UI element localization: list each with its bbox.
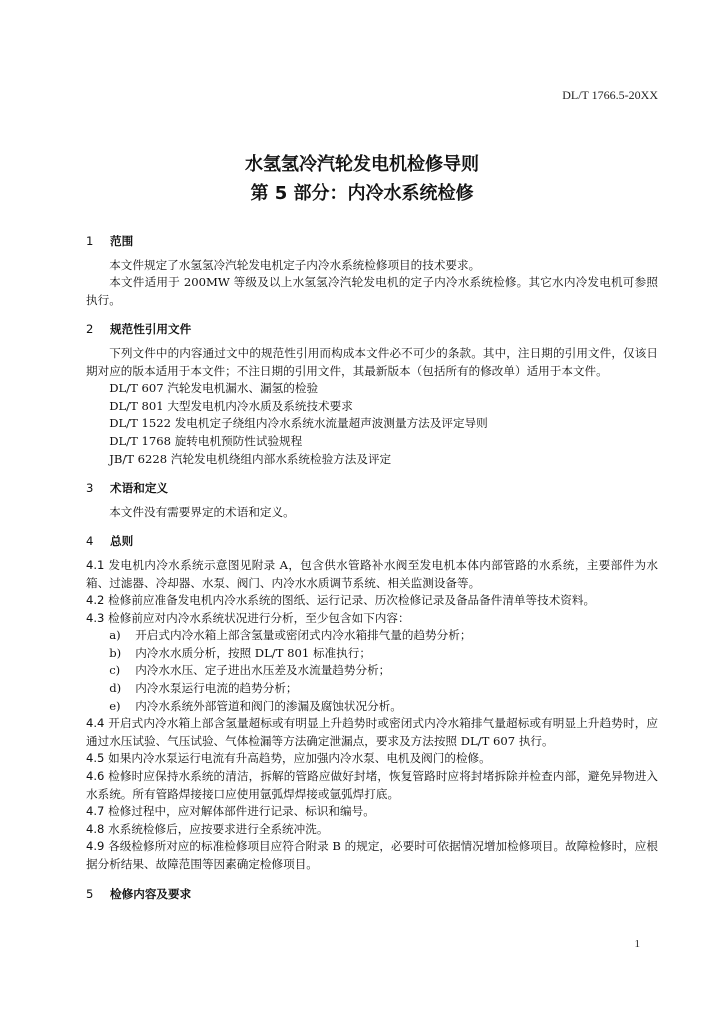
list-item-label: d) — [109, 681, 122, 696]
reference-item: JB/T 6228 汽轮发电机绕组内部水系统检验方法及评定 — [109, 451, 392, 466]
document-title: 水氢氢冷汽轮发电机检修导则 — [245, 154, 479, 175]
section-heading-3 — [86, 480, 658, 498]
section-heading-2 — [86, 321, 658, 339]
paragraph: 本文件适用于 200MW 等级及以上水氢氢冷汽轮发电机的定子内冷水系统检修。其它水内冷发电机可参照执行。 — [86, 275, 658, 307]
list-item-text: 内冷水泵运行电流的趋势分析； — [135, 681, 298, 696]
clause-number: 4.9 — [86, 839, 105, 854]
list-item — [86, 698, 658, 716]
list-item-text: 开启式内冷水箱上部含氢量或密闭式内冷水箱排气量的趋势分析； — [135, 628, 472, 643]
clause-4-1 — [86, 557, 658, 592]
document-subtitle: 第 5 部分：内冷水系统检修 — [250, 183, 474, 204]
page-number: 1 — [634, 938, 640, 950]
list-item — [86, 680, 658, 698]
clause-4-4 — [86, 715, 658, 750]
section-number: 3 — [86, 481, 94, 496]
list-item-label: a) — [109, 628, 121, 643]
clause-text: 各级检修所对应的标准检修项目应符合附录 B 的规定，必要时可依据情况增加检修项目。故障检修时，应根据分析结果、故障范围等因素确定检修项目。 — [86, 839, 658, 871]
clause-number: 4.5 — [86, 751, 105, 766]
section-title: 规范性引用文件 — [110, 322, 192, 337]
section-heading-4 — [86, 533, 658, 551]
clause-4-8 — [86, 821, 658, 839]
reference-item: DL/T 1522 发电机定子绕组内冷水系统水流量超声波测量方法及评定导则 — [109, 416, 488, 431]
document-code: DL/T 1766.5-20XX — [562, 88, 658, 102]
clause-4-5 — [86, 750, 658, 768]
list-item-label: e) — [109, 698, 121, 713]
list-item-text: 内冷水水压、定子进出水压差及水流量趋势分析； — [135, 663, 391, 678]
list-item — [86, 662, 658, 680]
clause-text: 水系统检修后，应按要求进行全系统冲洗。 — [108, 821, 329, 836]
clause-number: 4.6 — [86, 769, 105, 784]
clause-4-9 — [86, 838, 658, 873]
clause-number: 4.4 — [86, 716, 105, 731]
reference-item: DL/T 801 大型发电机内冷水质及系统技术要求 — [109, 398, 353, 413]
reference-item: DL/T 1768 旋转电机预防性试验规程 — [109, 433, 303, 448]
clause-4-6 — [86, 768, 658, 803]
section-title: 总则 — [110, 534, 134, 549]
list-item — [86, 627, 658, 645]
document-body — [86, 233, 658, 909]
section-title: 术语和定义 — [110, 481, 169, 496]
section-number: 4 — [86, 534, 94, 549]
clause-4-3 — [86, 610, 658, 628]
clause-text: 检修时应保持水系统的清洁，拆解的管路应做好封堵，恢复管路时应将封堵拆除并检查内部，避免异物进入水系统。所有管路焊接接口应使用氩弧焊焊接或氩弧焊打底。 — [86, 769, 658, 801]
section-number: 2 — [86, 322, 94, 337]
clause-4-2 — [86, 592, 658, 610]
clause-text: 开启式内冷水箱上部含氢量超标或有明显上升趋势时或密闭式内冷水箱排气量超标或有明显上升趋势时，应通过水压试验、气压试验、气体检漏等方法确定泄漏点，要求及方法按照 DL/T 607 执行。 — [86, 716, 658, 748]
section-heading-1 — [86, 233, 658, 251]
clause-number: 4.8 — [86, 821, 105, 836]
paragraph: 本文件没有需要界定的术语和定义。 — [109, 504, 295, 519]
clause-text: 检修过程中，应对解体部件进行记录、标识和编号。 — [108, 804, 375, 819]
section-number: 1 — [86, 234, 94, 248]
clause-number: 4.1 — [86, 557, 105, 572]
list-item-text: 内冷水水质分析，按照 DL/T 801 标准执行； — [135, 645, 371, 660]
list-item-text: 内冷水系统外部管道和阀门的渗漏及腐蚀状况分析。 — [135, 698, 402, 713]
list-item-label: c) — [109, 663, 121, 678]
clause-text: 检修前应准备发电机内冷水系统的图纸、运行记录、历次检修记录及备品备件清单等技术资料。 — [108, 593, 596, 608]
section-title: 检修内容及要求 — [110, 886, 192, 901]
section-title: 范围 — [110, 234, 134, 248]
list-item-label: b) — [109, 645, 122, 660]
clause-text: 检修前应对内冷水系统状况进行分析，至少包含如下内容： — [108, 610, 410, 625]
clause-number: 4.2 — [86, 593, 105, 608]
reference-item: DL/T 607 汽轮发电机漏水、漏氢的检验 — [109, 381, 319, 396]
section-number: 5 — [86, 886, 94, 901]
paragraph: 本文件规定了水氢氢冷汽轮发电机定子内冷水系统检修项目的技术要求。 — [109, 257, 481, 272]
list-item — [86, 645, 658, 663]
paragraph: 下列文件中的内容通过文中的规范性引用而构成本文件必不可少的条款。其中，注日期的引用文件，仅该日期对应的版本适用于本文件；不注日期的引用文件，其最新版本（包括所有的修改单）适用于本文件。 — [86, 345, 658, 378]
clause-number: 4.3 — [86, 610, 105, 625]
clause-text: 发电机内冷水系统示意图见附录 A，包含供水管路补水阀至发电机本体内部管路的水系统，主要部件为水箱、过滤器、冷却器、水泵、阀门、内冷水水质调节系统、相关监测设备等。 — [86, 557, 659, 590]
clause-4-7 — [86, 803, 658, 821]
clause-text: 如果内冷水泵运行电流有升高趋势，应加强内冷水泵、电机及阀门的检修。 — [108, 751, 491, 766]
section-heading-5 — [86, 886, 658, 904]
clause-number: 4.7 — [86, 804, 105, 819]
